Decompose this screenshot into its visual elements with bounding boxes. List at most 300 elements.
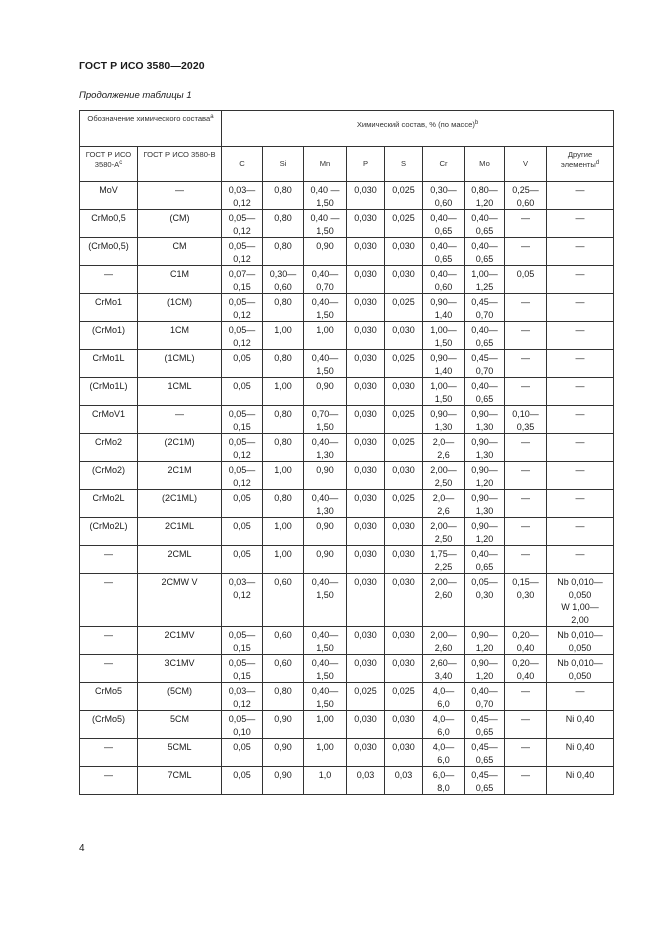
- chemical-composition-table: [79, 110, 614, 795]
- cell-line: 4,0—: [432, 686, 455, 696]
- cell-si: [263, 378, 304, 406]
- cell-line: 0,65: [475, 337, 494, 348]
- cell-other-elements: [547, 767, 614, 795]
- cell-iso-3580-a: —: [80, 546, 138, 574]
- cell-line: 2,60: [434, 589, 453, 600]
- cell-line: 0,40—: [471, 325, 498, 335]
- cell-line: 2,60—: [430, 658, 457, 668]
- cell-c: [222, 238, 263, 266]
- cell-other-elements: [547, 462, 614, 490]
- cell-v: [505, 266, 547, 294]
- cell-si: [263, 462, 304, 490]
- cell-c: [222, 406, 263, 434]
- cell-line: 0,40—: [311, 577, 339, 587]
- cell-iso-3580-b: 2C1MV: [138, 627, 222, 655]
- cell-line: 0,05—: [228, 437, 256, 447]
- cell-v: [505, 767, 547, 795]
- cell-line: 3,40: [434, 670, 453, 681]
- cell-p: [347, 294, 385, 322]
- cell-line: 0,60: [274, 577, 292, 587]
- cell-line: 0,030: [392, 742, 415, 752]
- cell-p: [347, 462, 385, 490]
- cell-other-elements: [547, 711, 614, 739]
- cell-line: —: [575, 185, 585, 195]
- cell-line: —: [575, 213, 585, 223]
- cell-line: 1,20: [475, 533, 494, 544]
- cell-line: 0,05—: [228, 213, 256, 223]
- cell-mo: [465, 711, 505, 739]
- cell-line: 0,10—: [512, 409, 539, 419]
- cell-line: 0,030: [354, 185, 377, 195]
- cell-line: 1,00: [316, 325, 334, 335]
- cell-line: 0,80: [274, 185, 292, 195]
- cell-line: 1,50: [316, 365, 334, 376]
- cell-line: 0,15: [233, 281, 251, 292]
- cell-line: —: [575, 437, 585, 447]
- cell-cr: [423, 767, 465, 795]
- cell-v: [505, 683, 547, 711]
- cell-line: 0,80—: [471, 185, 498, 195]
- cell-s: [385, 210, 423, 238]
- cell-mo: [465, 378, 505, 406]
- cell-line: 1,50: [316, 225, 334, 236]
- cell-mn: [304, 655, 347, 683]
- cell-line: 0,30—: [430, 185, 457, 195]
- cell-line: 0,030: [392, 577, 415, 587]
- cell-mo: [465, 182, 505, 210]
- cell-line: 0,025: [354, 686, 377, 696]
- cell-cr: [423, 350, 465, 378]
- cell-line: 0,030: [392, 269, 415, 279]
- table-row: [80, 739, 614, 767]
- cell-mn: [304, 739, 347, 767]
- cell-line: 1,40: [434, 309, 453, 320]
- cell-mn: [304, 350, 347, 378]
- cell-s: [385, 767, 423, 795]
- cell-cr: [423, 574, 465, 627]
- cell-line: —: [521, 521, 530, 531]
- cell-line: 1,30: [316, 505, 334, 516]
- cell-si: [263, 182, 304, 210]
- cell-iso-3580-b: 1CML: [138, 378, 222, 406]
- cell-line: 1,00: [274, 549, 292, 559]
- cell-line: 0,65: [434, 225, 453, 236]
- cell-line: 0,030: [354, 630, 377, 640]
- cell-line: 0,65: [475, 782, 494, 793]
- cell-line: 1,00: [274, 325, 292, 335]
- table-row: [80, 574, 614, 627]
- cell-s: [385, 546, 423, 574]
- cell-iso-3580-b: 1CM: [138, 322, 222, 350]
- cell-c: [222, 266, 263, 294]
- cell-line: 1,00: [274, 465, 292, 475]
- cell-cr: [423, 322, 465, 350]
- cell-line: 0,030: [392, 521, 415, 531]
- cell-v: [505, 350, 547, 378]
- cell-line: 0,40: [516, 642, 535, 653]
- cell-line: 0,35: [516, 421, 535, 432]
- cell-iso-3580-a: —: [80, 739, 138, 767]
- cell-other-elements: [547, 266, 614, 294]
- cell-line: 0,05—: [228, 409, 256, 419]
- cell-line: 0,65: [475, 393, 494, 404]
- table-row: [80, 294, 614, 322]
- cell-line: 0,025: [392, 409, 415, 419]
- cell-line: 0,60: [274, 281, 292, 292]
- cell-c: [222, 490, 263, 518]
- cell-line: 1,0: [318, 770, 332, 780]
- cell-line: 0,40—: [311, 269, 339, 279]
- cell-line: —: [575, 465, 585, 475]
- cell-iso-3580-a: CrMo5: [80, 683, 138, 711]
- cell-line: 0,12: [233, 337, 251, 348]
- header-p: Р: [347, 147, 385, 182]
- cell-c: [222, 294, 263, 322]
- header-cr: Cr: [423, 147, 465, 182]
- cell-cr: [423, 683, 465, 711]
- cell-other-elements: [547, 238, 614, 266]
- cell-line: Ni 0,40: [565, 770, 595, 780]
- cell-c: [222, 210, 263, 238]
- cell-line: —: [521, 742, 530, 752]
- cell-si: [263, 518, 304, 546]
- cell-line: 0,030: [354, 549, 377, 559]
- cell-line: 0,90: [274, 770, 292, 780]
- cell-cr: [423, 739, 465, 767]
- cell-other-elements: [547, 739, 614, 767]
- cell-line: 0,030: [392, 241, 415, 251]
- cell-line: 2,00—: [430, 521, 457, 531]
- cell-iso-3580-b: (1CML): [138, 350, 222, 378]
- cell-line: 0,050: [568, 670, 592, 681]
- cell-p: [347, 767, 385, 795]
- cell-line: 1,00: [316, 742, 334, 752]
- cell-line: 0,40—: [471, 549, 498, 559]
- cell-line: 0,15—: [512, 577, 539, 587]
- cell-line: W 1,00—: [561, 602, 599, 612]
- cell-line: 0,030: [354, 714, 377, 724]
- cell-p: [347, 266, 385, 294]
- cell-line: 0,12: [233, 449, 251, 460]
- cell-line: 0,80: [274, 686, 292, 696]
- cell-mn: [304, 322, 347, 350]
- cell-mn: [304, 434, 347, 462]
- cell-mn: [304, 546, 347, 574]
- cell-c: [222, 683, 263, 711]
- cell-line: 0,40 —: [310, 185, 340, 195]
- cell-mo: [465, 294, 505, 322]
- cell-line: 1,50: [434, 337, 453, 348]
- cell-mn: [304, 238, 347, 266]
- cell-line: Nb 0,010—: [557, 658, 603, 668]
- cell-line: 0,05—: [228, 325, 256, 335]
- cell-s: [385, 182, 423, 210]
- cell-line: 0,40—: [311, 658, 339, 668]
- header-si: Si: [263, 147, 304, 182]
- cell-line: —: [521, 213, 530, 223]
- cell-iso-3580-b: 2C1M: [138, 462, 222, 490]
- cell-v: [505, 574, 547, 627]
- cell-line: 0,70: [475, 309, 494, 320]
- cell-line: 0,030: [392, 630, 415, 640]
- cell-line: 0,030: [392, 658, 415, 668]
- table-row: [80, 518, 614, 546]
- cell-c: [222, 574, 263, 627]
- cell-iso-3580-a: CrMo2: [80, 434, 138, 462]
- cell-p: [347, 182, 385, 210]
- cell-line: 0,90: [316, 465, 334, 475]
- cell-iso-3580-a: —: [80, 574, 138, 627]
- cell-iso-3580-b: —: [138, 406, 222, 434]
- cell-line: —: [521, 465, 530, 475]
- cell-line: 2,00—: [430, 465, 457, 475]
- cell-si: [263, 210, 304, 238]
- cell-v: [505, 739, 547, 767]
- header-mo: Мо: [465, 147, 505, 182]
- cell-line: 0,050: [568, 589, 592, 600]
- cell-iso-3580-a: (CrMo2): [80, 462, 138, 490]
- cell-line: 0,40—: [471, 381, 498, 391]
- cell-p: [347, 434, 385, 462]
- cell-line: 0,65: [434, 253, 453, 264]
- table-row: [80, 490, 614, 518]
- header-iso-3580-a: ГОСТ Р ИСО $3580-А^с$: [80, 147, 138, 182]
- cell-line: Ni 0,40: [565, 714, 595, 724]
- cell-iso-3580-a: —: [80, 627, 138, 655]
- cell-c: [222, 767, 263, 795]
- cell-iso-3580-a: —: [80, 767, 138, 795]
- cell-line: 0,025: [392, 353, 415, 363]
- cell-mo: [465, 627, 505, 655]
- table-row: [80, 238, 614, 266]
- cell-line: 0,025: [392, 493, 415, 503]
- cell-line: 1,30: [475, 505, 494, 516]
- cell-cr: [423, 406, 465, 434]
- cell-iso-3580-b: CM: [138, 238, 222, 266]
- cell-v: [505, 655, 547, 683]
- cell-si: [263, 546, 304, 574]
- cell-line: 0,030: [354, 297, 377, 307]
- cell-line: 0,025: [392, 185, 415, 195]
- cell-mo: [465, 546, 505, 574]
- cell-v: [505, 182, 547, 210]
- cell-p: [347, 627, 385, 655]
- table-row: [80, 683, 614, 711]
- cell-si: [263, 739, 304, 767]
- cell-p: [347, 683, 385, 711]
- table-row: [80, 627, 614, 655]
- cell-c: [222, 655, 263, 683]
- cell-cr: [423, 655, 465, 683]
- cell-other-elements: [547, 518, 614, 546]
- cell-other-elements: [547, 406, 614, 434]
- header-mn: Mn: [304, 147, 347, 182]
- cell-p: [347, 238, 385, 266]
- cell-line: 0,90: [316, 241, 334, 251]
- cell-line: 0,12: [233, 589, 251, 600]
- cell-v: [505, 711, 547, 739]
- table-row: [80, 546, 614, 574]
- cell-line: 0,65: [475, 726, 494, 737]
- cell-line: 0,90—: [430, 297, 457, 307]
- cell-line: 2,00: [571, 614, 589, 625]
- cell-iso-3580-a: (CrMo1): [80, 322, 138, 350]
- cell-iso-3580-b: (1CM): [138, 294, 222, 322]
- cell-cr: [423, 238, 465, 266]
- cell-s: [385, 266, 423, 294]
- cell-line: 0,40—: [311, 437, 339, 447]
- cell-line: 0,90: [274, 742, 292, 752]
- cell-line: 2,00—: [430, 630, 457, 640]
- cell-line: 0,03—: [228, 686, 256, 696]
- cell-s: [385, 238, 423, 266]
- cell-other-elements: [547, 655, 614, 683]
- cell-cr: [423, 546, 465, 574]
- cell-line: 0,030: [392, 714, 415, 724]
- cell-mo: [465, 739, 505, 767]
- cell-line: 0,60: [434, 281, 453, 292]
- cell-line: 0,030: [354, 658, 377, 668]
- cell-line: 6,0: [437, 698, 450, 709]
- cell-mo: [465, 210, 505, 238]
- cell-mn: [304, 266, 347, 294]
- cell-c: [222, 322, 263, 350]
- cell-line: 0,65: [475, 561, 494, 572]
- table-body: [80, 182, 614, 795]
- cell-line: 1,50: [316, 309, 334, 320]
- cell-other-elements: [547, 378, 614, 406]
- cell-cr: [423, 462, 465, 490]
- cell-line: 0,60: [434, 197, 453, 208]
- cell-line: —: [521, 437, 530, 447]
- cell-line: 0,40—: [311, 493, 339, 503]
- cell-line: 0,030: [392, 549, 415, 559]
- cell-line: —: [521, 770, 530, 780]
- cell-line: 0,40—: [311, 686, 339, 696]
- cell-line: 0,40 —: [310, 213, 340, 223]
- cell-cr: [423, 711, 465, 739]
- cell-line: 0,70: [475, 365, 494, 376]
- cell-line: 0,45—: [471, 770, 498, 780]
- cell-line: 0,05: [233, 353, 251, 363]
- table-caption: Продолжение таблицы 1: [79, 90, 192, 101]
- cell-si: [263, 655, 304, 683]
- table-row: [80, 655, 614, 683]
- cell-s: [385, 627, 423, 655]
- cell-other-elements: [547, 683, 614, 711]
- cell-cr: [423, 518, 465, 546]
- cell-line: 0,030: [392, 465, 415, 475]
- cell-other-elements: [547, 574, 614, 627]
- cell-s: [385, 322, 423, 350]
- cell-line: —: [575, 269, 585, 279]
- cell-s: [385, 739, 423, 767]
- cell-c: [222, 711, 263, 739]
- cell-mn: [304, 378, 347, 406]
- cell-line: 0,030: [392, 381, 415, 391]
- cell-v: [505, 627, 547, 655]
- cell-iso-3580-b: (2C1M): [138, 434, 222, 462]
- header-v: V: [505, 147, 547, 182]
- cell-p: [347, 210, 385, 238]
- cell-p: [347, 490, 385, 518]
- cell-line: 2,50: [434, 533, 453, 544]
- cell-line: 1,25: [475, 281, 494, 292]
- cell-line: 0,65: [475, 253, 494, 264]
- cell-line: 0,45—: [471, 714, 498, 724]
- header-chemical-composition-group: Химический состав, % (по массе)$^b$: [222, 111, 614, 147]
- cell-si: [263, 322, 304, 350]
- cell-other-elements: [547, 350, 614, 378]
- cell-line: 0,12: [233, 225, 251, 236]
- cell-iso-3580-b: 2CMW V: [138, 574, 222, 627]
- cell-line: 2,6: [437, 505, 450, 516]
- cell-line: 0,15: [233, 421, 251, 432]
- cell-line: 0,025: [392, 213, 415, 223]
- cell-cr: [423, 627, 465, 655]
- cell-line: 0,90: [316, 381, 334, 391]
- cell-line: 0,05: [233, 381, 251, 391]
- cell-line: 0,80: [274, 353, 292, 363]
- cell-si: [263, 627, 304, 655]
- cell-p: [347, 574, 385, 627]
- cell-line: 0,030: [354, 493, 377, 503]
- cell-line: 0,025: [392, 297, 415, 307]
- cell-s: [385, 350, 423, 378]
- header-iso-3580-b: ГОСТ Р ИСО 3580-В: [138, 147, 222, 182]
- header-other-elements: Другие элементы$^d$: [547, 147, 614, 182]
- cell-line: —: [521, 381, 530, 391]
- cell-mo: [465, 683, 505, 711]
- table-row: [80, 322, 614, 350]
- cell-line: 0,030: [354, 241, 377, 251]
- cell-line: 0,80: [274, 213, 292, 223]
- table-row: [80, 182, 614, 210]
- cell-line: 0,45—: [471, 297, 498, 307]
- cell-line: 0,80: [274, 437, 292, 447]
- cell-line: 2,50: [434, 477, 453, 488]
- cell-p: [347, 655, 385, 683]
- cell-s: [385, 462, 423, 490]
- cell-mo: [465, 518, 505, 546]
- cell-iso-3580-a: CrMoV1: [80, 406, 138, 434]
- cell-p: [347, 406, 385, 434]
- cell-line: —: [575, 493, 585, 503]
- cell-line: 1,00: [274, 381, 292, 391]
- cell-line: 0,030: [354, 325, 377, 335]
- cell-line: 0,030: [392, 325, 415, 335]
- cell-v: [505, 462, 547, 490]
- cell-mo: [465, 574, 505, 627]
- cell-line: 0,90—: [471, 630, 498, 640]
- cell-other-elements: [547, 322, 614, 350]
- cell-iso-3580-a: CrMo2L: [80, 490, 138, 518]
- cell-iso-3580-a: CrMo0,5: [80, 210, 138, 238]
- cell-s: [385, 574, 423, 627]
- header-row-groups: [80, 111, 614, 147]
- cell-line: 0,40—: [471, 213, 498, 223]
- cell-line: 0,05—: [228, 241, 256, 251]
- cell-c: [222, 182, 263, 210]
- cell-mn: [304, 406, 347, 434]
- cell-line: 0,40: [516, 670, 535, 681]
- cell-si: [263, 294, 304, 322]
- cell-line: 4,0—: [432, 714, 455, 724]
- cell-line: 0,05: [233, 549, 251, 559]
- cell-v: [505, 210, 547, 238]
- cell-line: 0,40—: [430, 213, 457, 223]
- cell-line: 2,60: [434, 642, 453, 653]
